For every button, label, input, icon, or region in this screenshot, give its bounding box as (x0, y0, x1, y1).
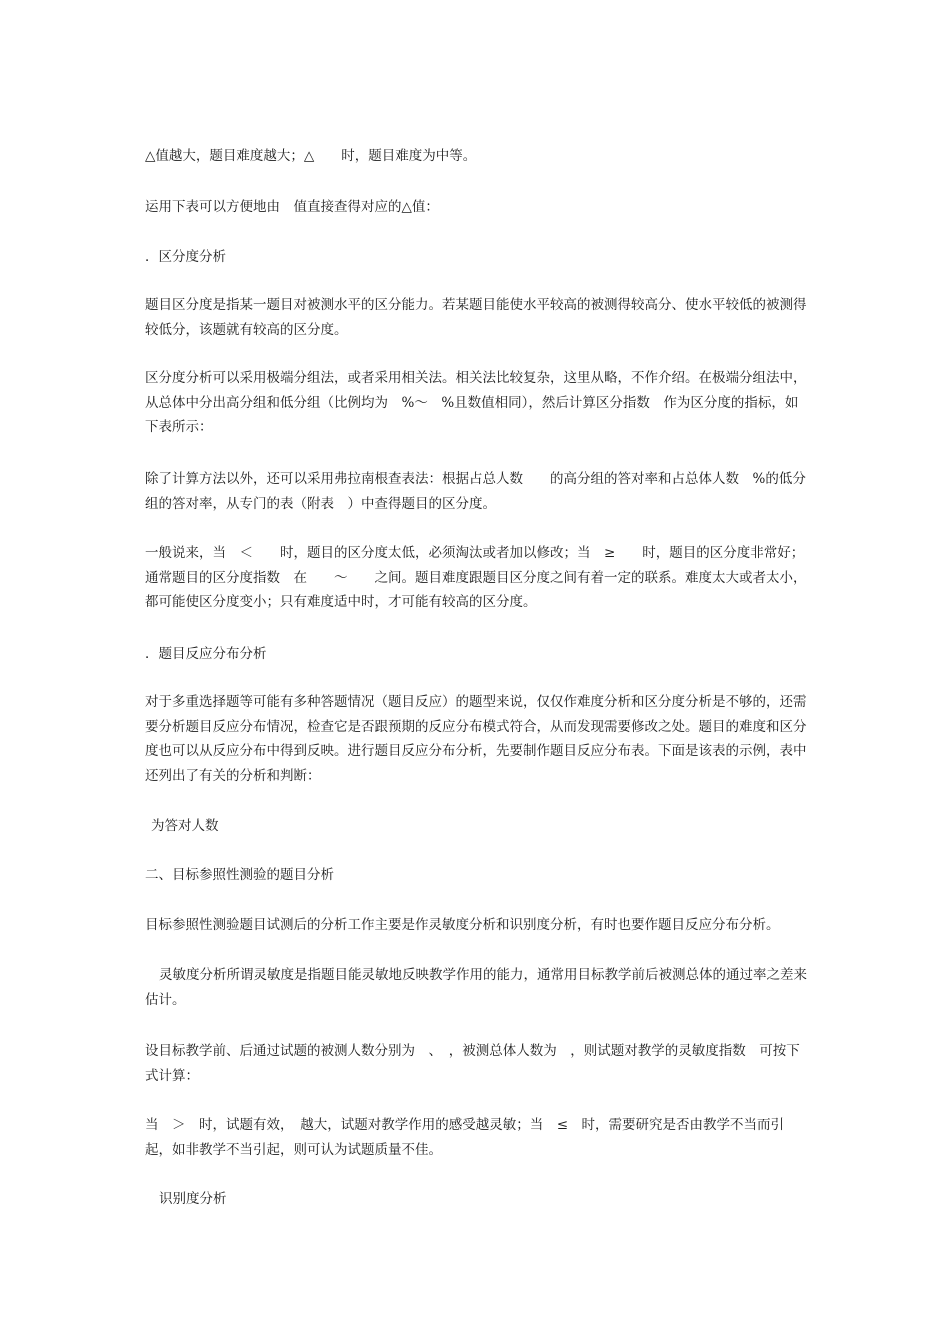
paragraph-sensitivity-analysis: 灵敏度分析所谓灵敏度是指题目能灵敏地反映教学作用的能力，通常用目标教学前后被测总体的通过率之差来估计。 (145, 967, 807, 1008)
paragraph-sensitivity-criteria: 当 ＞ 时，试题有效， 越大，试题对教学作用的感受越灵敏；当 ≤ 时，需要研究是否由教学不当而引起，如非教学不当引起，则可认为试题质量不佳。 (145, 1117, 785, 1158)
paragraph-discrimination-definition: 题目区分度是指某一题目对被测水平的区分能力。若某题目能使水平较高的被测得较高分、使水平较低的被测得较低分，该题就有较高的区分度。 (145, 297, 807, 338)
heading-response-distribution: ．题目反应分布分析 (145, 646, 267, 662)
paragraph-correct-count-note: 为答对人数 (151, 818, 219, 834)
paragraph-discrimination-criteria: 一般说来，当 ＜ 时，题目的区分度太低，必须淘汰或者加以修改；当 ≥ 时，题目的区分度非常好；通常题目的区分度指数 在 ～ 之间。题目难度跟题目区分度之间有着一定的联系。难度太大或者太小，都可能使区分度变小；只有难度适中时，才可能有较高的区分度。 (145, 545, 807, 610)
paragraph-response-distribution: 对于多重选择题等可能有多种答题情况（题目反应）的题型来说，仅仅作难度分析和区分度分析是不够的，还需要分析题目反应分布情况，检查它是否跟预期的反应分布模式符合，从而发现需要修改之处。题目的难度和区分度也可以从反应分布中得到反映。进行题目反应分布分析，先要制作题目反应分布表。下面是该表的示例，表中还列出了有关的分析和判断： (145, 694, 807, 784)
heading-criterion-referenced: 二、目标参照性测验的题目分析 (145, 867, 334, 883)
paragraph-table-lookup: 运用下表可以方便地由 值直接查得对应的△值： (145, 199, 439, 215)
heading-discrimination-analysis: ．区分度分析 (145, 249, 226, 265)
paragraph-sensitivity-formula: 设目标教学前、后通过试题的被测人数分别为 、 ，被测总体人数为 ，则试题对教学的灵敏度指数 可按下式计算： (145, 1043, 800, 1084)
heading-identification-analysis: 识别度分析 (159, 1191, 227, 1207)
paragraph-criterion-overview: 目标参照性测验题目试测后的分析工作主要是作灵敏度分析和识别度分析，有时也要作题目反应分布分析。 (145, 917, 780, 933)
paragraph-flanagan-method: 除了计算方法以外，还可以采用弗拉南根查表法：根据占总人数 的高分组的答对率和占总体人数 %的低分组的答对率，从专门的表（附表 ）中查得题目的区分度。 (145, 471, 806, 512)
paragraph-difficulty-note: △值越大，题目难度越大；△ 时，题目难度为中等。 (145, 148, 477, 164)
paragraph-extreme-grouping: 区分度分析可以采用极端分组法，或者采用相关法。相关法比较复杂，这里从略，不作介绍。在极端分组法中，从总体中分出高分组和低分组（比例均为 %～ %且数值相同），然后计算区分指数 作为区分度的指标，如下表所示： (145, 370, 807, 435)
